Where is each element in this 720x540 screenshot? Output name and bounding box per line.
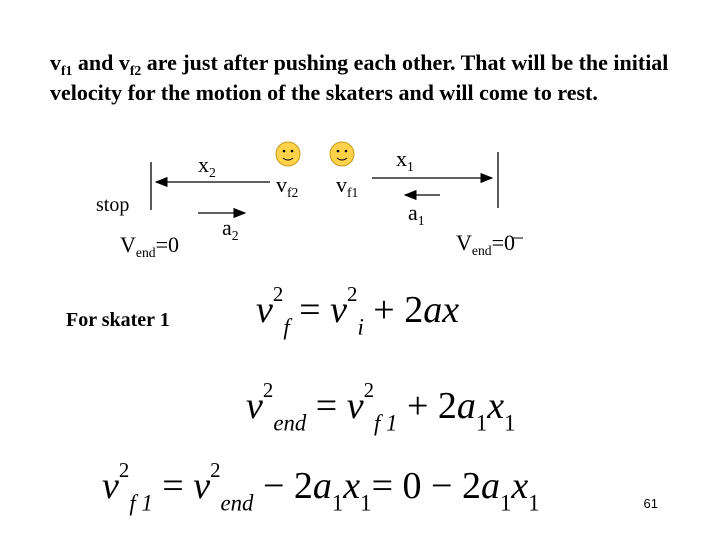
equation-2: $v^2_{end} = v^2_{f 1} + 2a_1x_1$ [246, 378, 516, 436]
skater-1-face-icon [330, 142, 354, 166]
equation-3: $v^2_{f 1} = v^2_{end} - 2a_1x_1= 0 - 2a_1x_1$ [102, 458, 540, 516]
a1-label: $a_1$ [408, 200, 425, 228]
intro-v1-sub: f1 [61, 62, 73, 78]
x1-label: $x_1$ [396, 146, 414, 174]
a2-label: $a_2$ [222, 215, 239, 243]
vf2-label: $v_{f2}$ [276, 172, 299, 200]
intro-v2-sub: f2 [129, 62, 142, 78]
skater-1-label: For skater 1 [66, 309, 170, 331]
intro-v1: v [50, 50, 61, 75]
skater-2-face-icon [276, 142, 300, 166]
vend-right-label: $V_{end}=0$ [456, 230, 515, 258]
stop-label: stop [96, 194, 130, 216]
intro-text-2: are just after pushing each other. That will be the initial velocity for the motion of the skaters and will come to rest. [50, 50, 669, 105]
equation-1: $v^2_f = v^2_i + 2ax$ [256, 282, 460, 340]
page-number: 61 [643, 496, 658, 511]
x2-label: $x_2$ [198, 152, 216, 180]
vf1-label: $v_{f1}$ [336, 172, 359, 200]
intro-text-1: and v [72, 50, 130, 75]
vend-left-label: $V_{end}=0$ [120, 232, 179, 260]
